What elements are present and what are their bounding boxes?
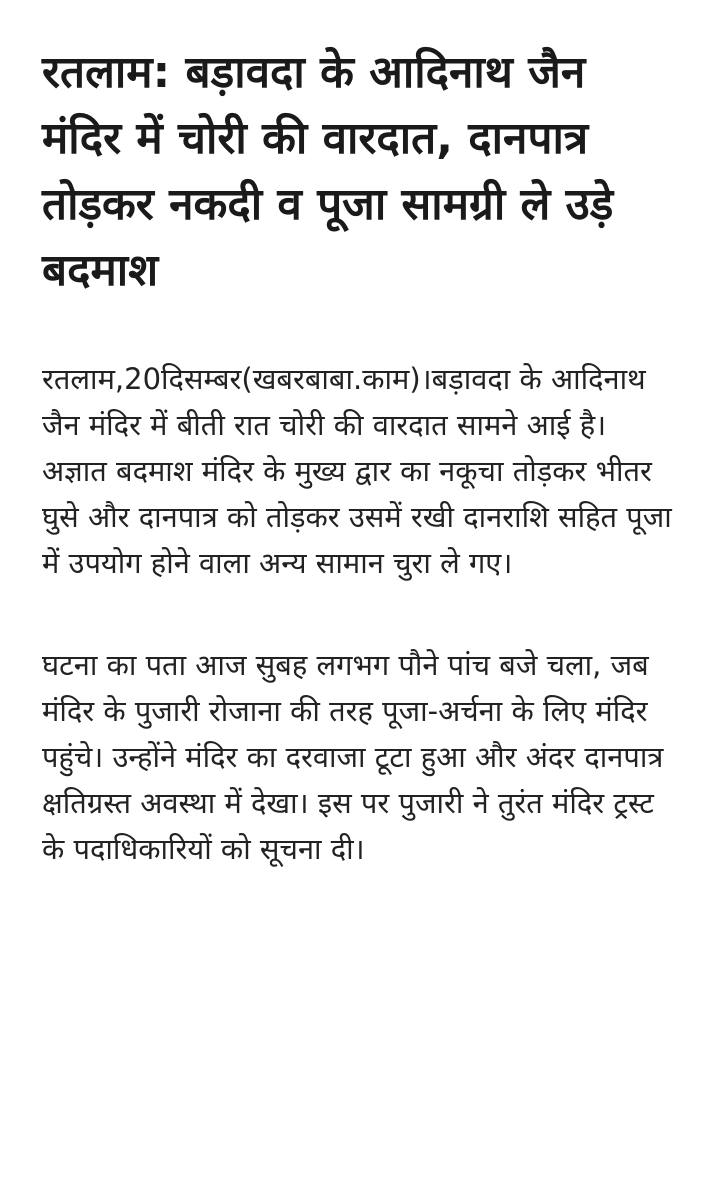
article-paragraph-2: घटना का पता आज सुबह लगभग पौने पांच बजे चला, जब मंदिर के पुजारी रोजाना की तरह पूजा-अर्चना के लिए मंदिर पहुंचे। उन्होंने मंदिर का दरवाजा टूटा हुआ और अंदर दानपात्र क्षतिग्रस्त अवस्था में देखा। इस पर पुजारी ने तुरंत मंदिर ट्रस्ट के पदाधिकारियों को सूचना दी।: [42, 648, 664, 866]
article-paragraph-1: रतलाम,20दिसम्बर(खबरबाबा.काम)।बड़ावदा के आदिनाथ जैन मंदिर में बीती रात चोरी की वारदात सामने आई है। अज्ञात बदमाश मंदिर के मुख्य द्वार का नकूचा तोड़कर भीतर घुसे और दानपात्र को तोड़कर उसमें रखी दानराशि सहित पूजा में उपयोग होने वाला अन्य सामान चुरा ले गए।: [42, 362, 672, 580]
article-headline: रतलाम: बड़ावदा के आदिनाथ जैन मंदिर में चोरी की वारदात, दानपात्र तोड़कर नकदी व पूजा सामग्री ले उड़े बदमाश: [42, 47, 614, 296]
